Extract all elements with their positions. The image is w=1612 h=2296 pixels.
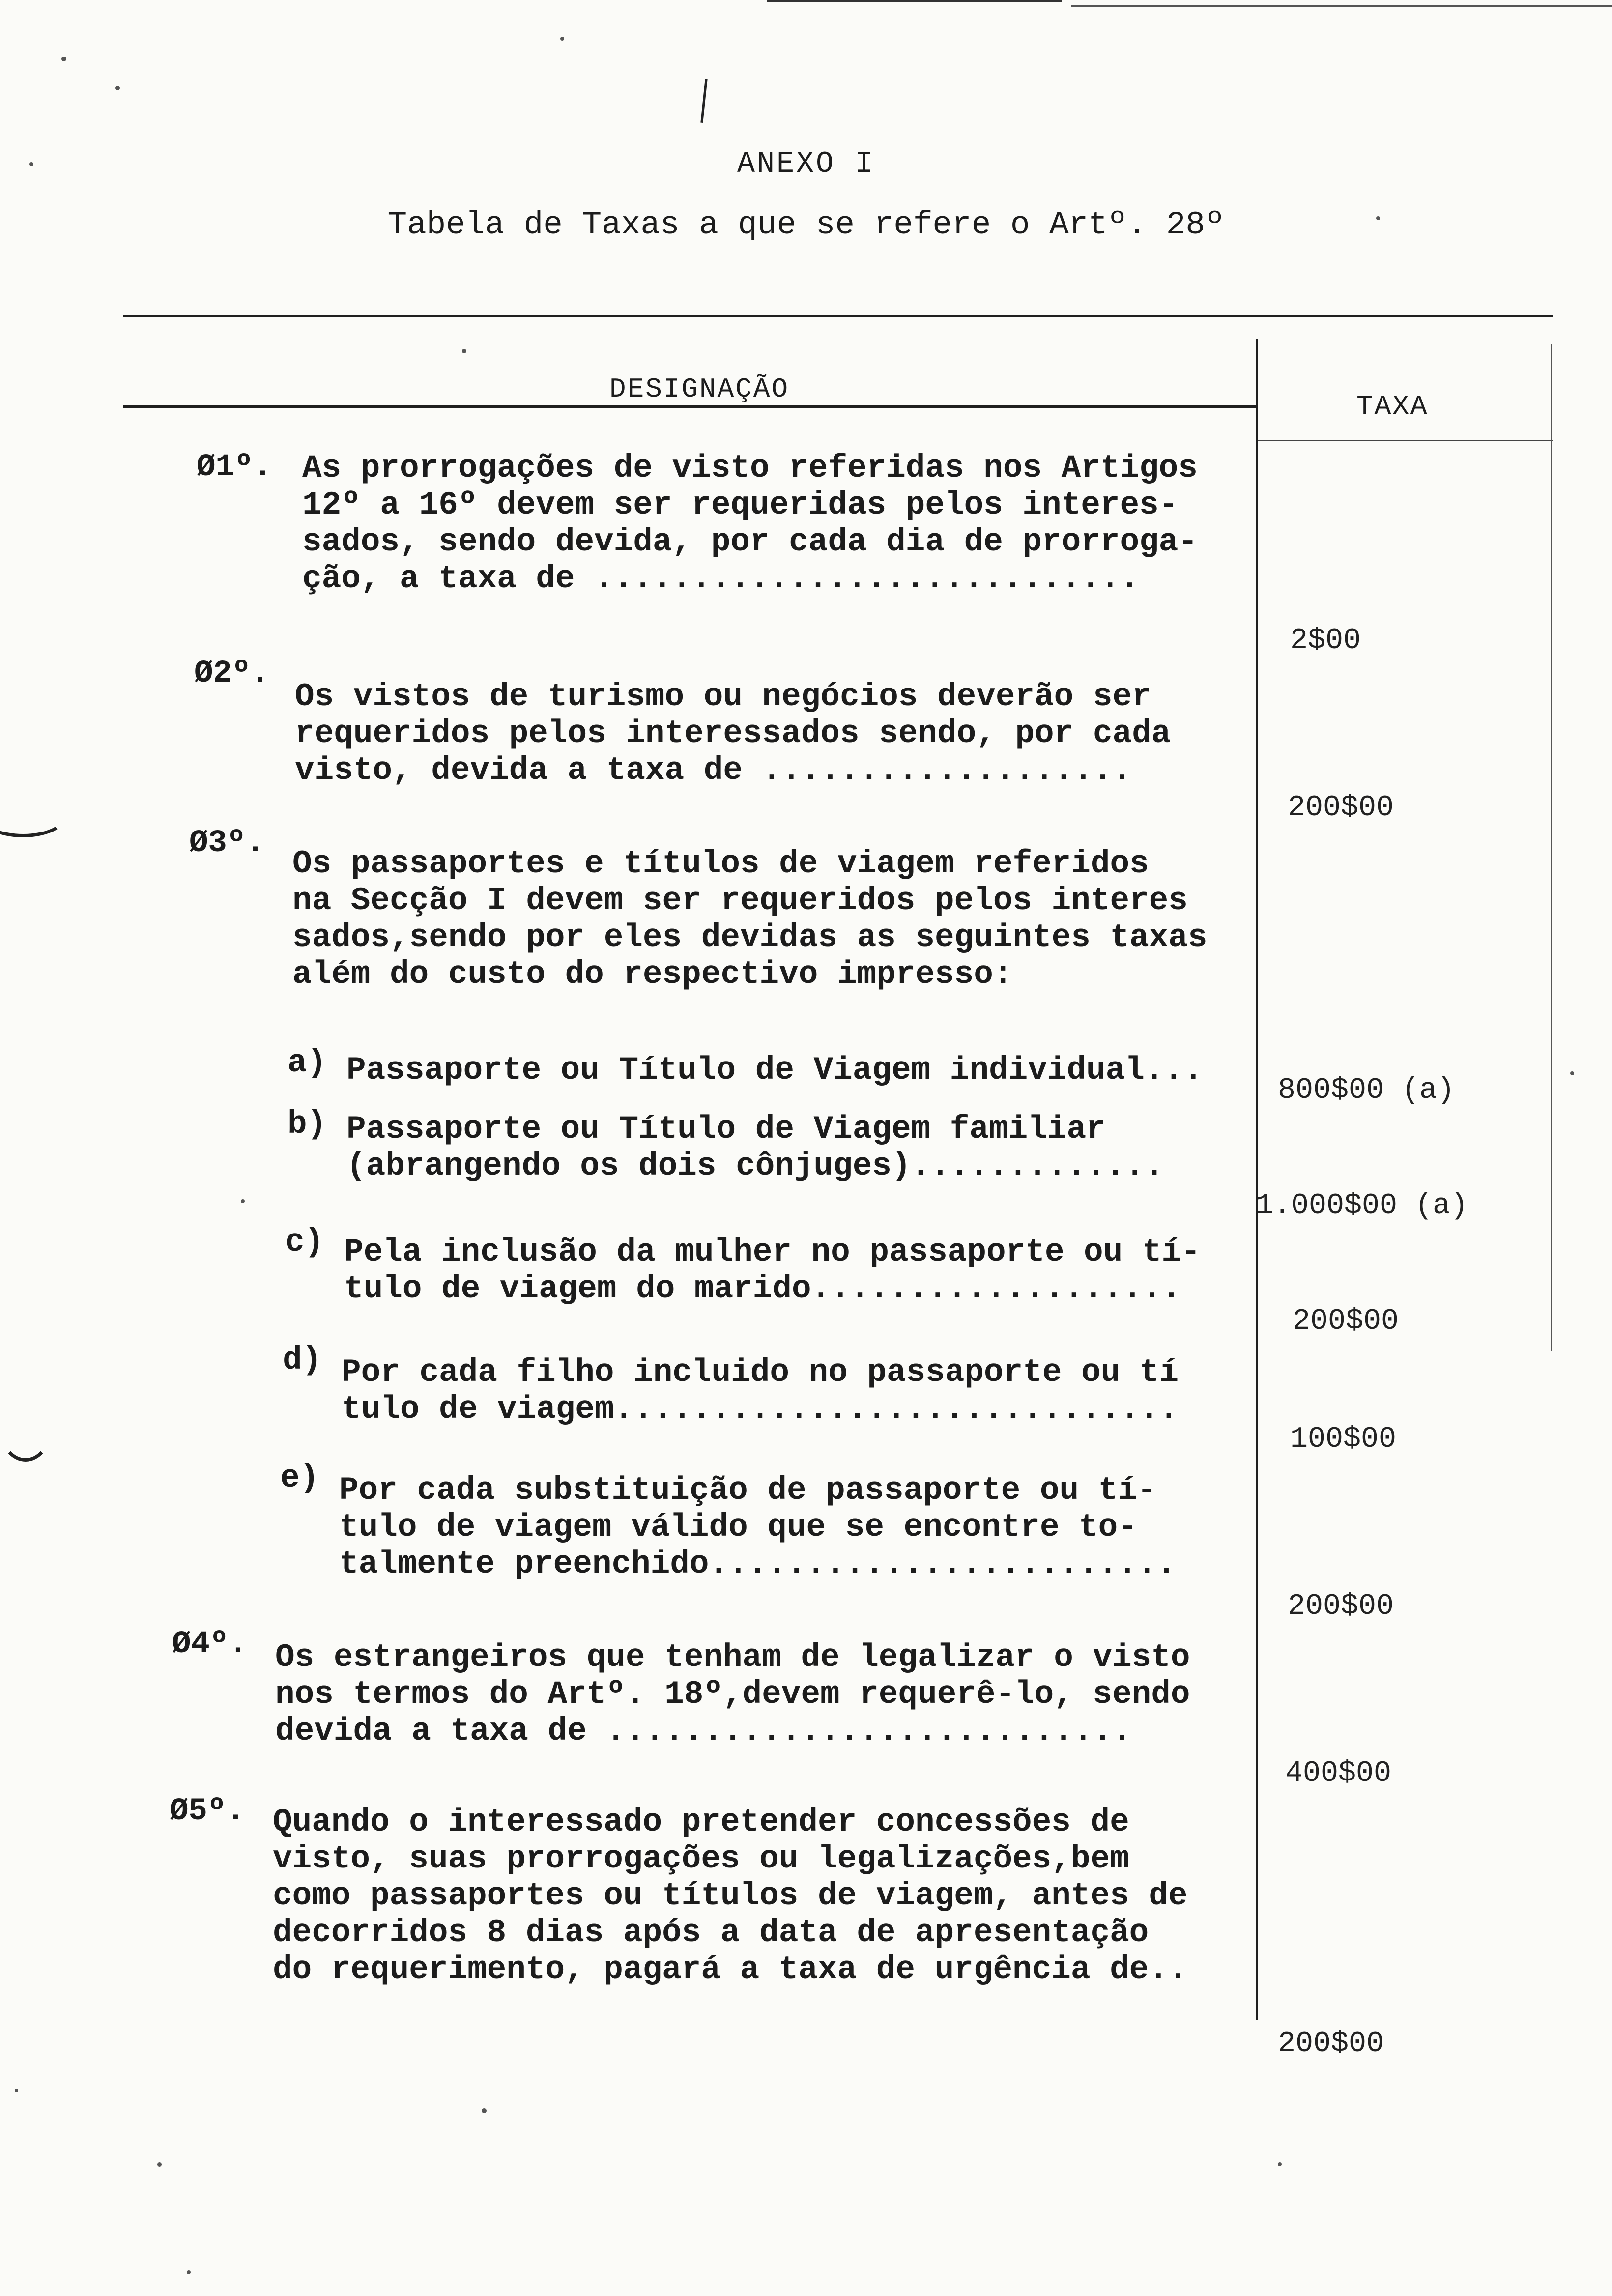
item-5-fee: 200$00 bbox=[1278, 2027, 1384, 2061]
item-3c-fee: 200$00 bbox=[1293, 1305, 1399, 1338]
speck bbox=[115, 86, 120, 90]
item-3-text bbox=[292, 845, 1208, 993]
item-3-line: na Secção I devem ser requeridos pelos interes bbox=[292, 882, 1188, 919]
item-2-number: Ø2º. bbox=[194, 656, 270, 691]
item-3-number: Ø3º. bbox=[189, 826, 265, 861]
item-2-line: requeridos pelos interessados sendo, por cada bbox=[295, 715, 1171, 752]
speck bbox=[157, 2162, 162, 2167]
top-edge-mark bbox=[1071, 5, 1612, 7]
item-3c-label: c) bbox=[285, 1224, 324, 1261]
item-5-line: decorridos 8 dias após a data de apresentação bbox=[273, 1914, 1149, 1951]
speck bbox=[29, 162, 33, 166]
speck bbox=[241, 1199, 245, 1203]
speck bbox=[187, 2270, 191, 2274]
item-3a-line: Passaporte ou Título de Viagem individual... bbox=[346, 1052, 1203, 1089]
speck bbox=[61, 57, 66, 61]
item-3d-text bbox=[342, 1354, 1179, 1428]
speck bbox=[15, 2089, 18, 2092]
item-4-number: Ø4º. bbox=[172, 1627, 248, 1662]
item-1-line: As prorrogações de visto referidas nos Artigos bbox=[302, 450, 1198, 487]
header-bottom-rule bbox=[123, 405, 1258, 408]
speck bbox=[1570, 1071, 1574, 1075]
item-1-fee: 2$00 bbox=[1290, 624, 1361, 658]
item-1-line: 12º a 16º devem ser requeridas pelos interes- bbox=[302, 487, 1179, 523]
item-3c-line: Pela inclusão da mulher no passaporte ou tí- bbox=[344, 1234, 1201, 1270]
item-3-line: sados,sendo por eles devidas as seguintes taxas bbox=[292, 919, 1208, 956]
punch-mark-top bbox=[0, 796, 66, 837]
item-3c-line: tulo de viagem do marido................... bbox=[344, 1270, 1181, 1307]
item-4-line: Os estrangeiros que tenham de legalizar o visto bbox=[275, 1639, 1190, 1676]
item-5-text bbox=[273, 1804, 1188, 1988]
designation-header: DESIGNAÇÃO bbox=[609, 373, 790, 405]
top-edge-mark bbox=[767, 0, 1062, 2]
item-2-line: visto, devida a taxa de ................... bbox=[295, 752, 1132, 789]
item-5-line: Quando o interessado pretender concessões de bbox=[273, 1804, 1129, 1840]
item-5-line: do requerimento, pagará a taxa de urgência de.. bbox=[273, 1951, 1188, 1988]
item-4-line: devida a taxa de ........................... bbox=[275, 1713, 1132, 1750]
item-3d-label: d) bbox=[283, 1342, 322, 1378]
item-3e-text bbox=[339, 1472, 1176, 1582]
item-2-line: Os vistos de turismo ou negócios deverão ser bbox=[295, 678, 1151, 715]
item-4-line: nos termos do Artº. 18º,devem requerê-lo, sendo bbox=[275, 1676, 1190, 1713]
column-divider bbox=[1256, 339, 1258, 2020]
item-3e-line: tulo de viagem válido que se encontre to- bbox=[339, 1509, 1137, 1546]
punch-mark-bottom bbox=[0, 1401, 51, 1462]
item-3d-line: tulo de viagem............................. bbox=[342, 1391, 1179, 1428]
item-3e-label: e) bbox=[280, 1460, 319, 1496]
right-border bbox=[1551, 344, 1552, 1351]
item-3a-fee: 800$00 (a) bbox=[1278, 1074, 1455, 1107]
item-1-number: Ø1º. bbox=[197, 450, 272, 485]
table-subtitle: Tabela de Taxas a que se refere o Artº. 28º bbox=[387, 206, 1225, 243]
pen-stroke bbox=[700, 79, 707, 123]
item-2-text bbox=[295, 678, 1171, 789]
item-3c-text bbox=[344, 1234, 1201, 1307]
item-3e-line: Por cada substituição de passaporte ou tí- bbox=[339, 1472, 1157, 1509]
speck bbox=[560, 37, 564, 41]
item-1-line: ção, a taxa de ............................ bbox=[302, 560, 1140, 597]
item-5-number: Ø5º. bbox=[170, 1794, 245, 1829]
speck bbox=[1278, 2162, 1282, 2166]
item-3b-text bbox=[346, 1111, 1164, 1184]
annex-title: ANEXO I bbox=[737, 147, 875, 181]
speck bbox=[482, 2108, 487, 2113]
table-top-rule bbox=[123, 315, 1553, 317]
item-4-text bbox=[275, 1639, 1190, 1750]
item-2-fee: 200$00 bbox=[1288, 791, 1394, 825]
item-3a-label: a) bbox=[288, 1044, 327, 1081]
item-5-line: visto, suas prorrogações ou legalizações,bem bbox=[273, 1840, 1129, 1877]
item-3b-label: b) bbox=[288, 1106, 327, 1143]
fee-header-rule bbox=[1258, 440, 1553, 441]
item-3e-line: talmente preenchido........................ bbox=[339, 1546, 1177, 1582]
item-3d-line: Por cada filho incluido no passaporte ou tí bbox=[342, 1354, 1179, 1391]
item-3b-fee: 1.000$00 (a) bbox=[1256, 1189, 1468, 1223]
item-1-line: sados, sendo devida, por cada dia de prorroga- bbox=[302, 523, 1198, 560]
item-5-line: como passaportes ou títulos de viagem, antes de bbox=[273, 1877, 1188, 1914]
item-3-line: Os passaportes e títulos de viagem referidos bbox=[292, 845, 1149, 882]
speck bbox=[1376, 216, 1380, 220]
item-3-line: além do custo do respectivo impresso: bbox=[292, 956, 1013, 993]
item-3b-line: (abrangendo os dois cônjuges)............. bbox=[346, 1148, 1164, 1184]
item-4-fee: 400$00 bbox=[1285, 1757, 1392, 1790]
fee-header: TAXA bbox=[1356, 391, 1429, 422]
item-3e-fee: 200$00 bbox=[1288, 1590, 1394, 1623]
item-3b-line: Passaporte ou Título de Viagem familiar bbox=[346, 1111, 1106, 1148]
speck bbox=[462, 349, 466, 353]
item-3d-fee: 100$00 bbox=[1290, 1423, 1397, 1456]
item-1-text bbox=[302, 450, 1198, 597]
